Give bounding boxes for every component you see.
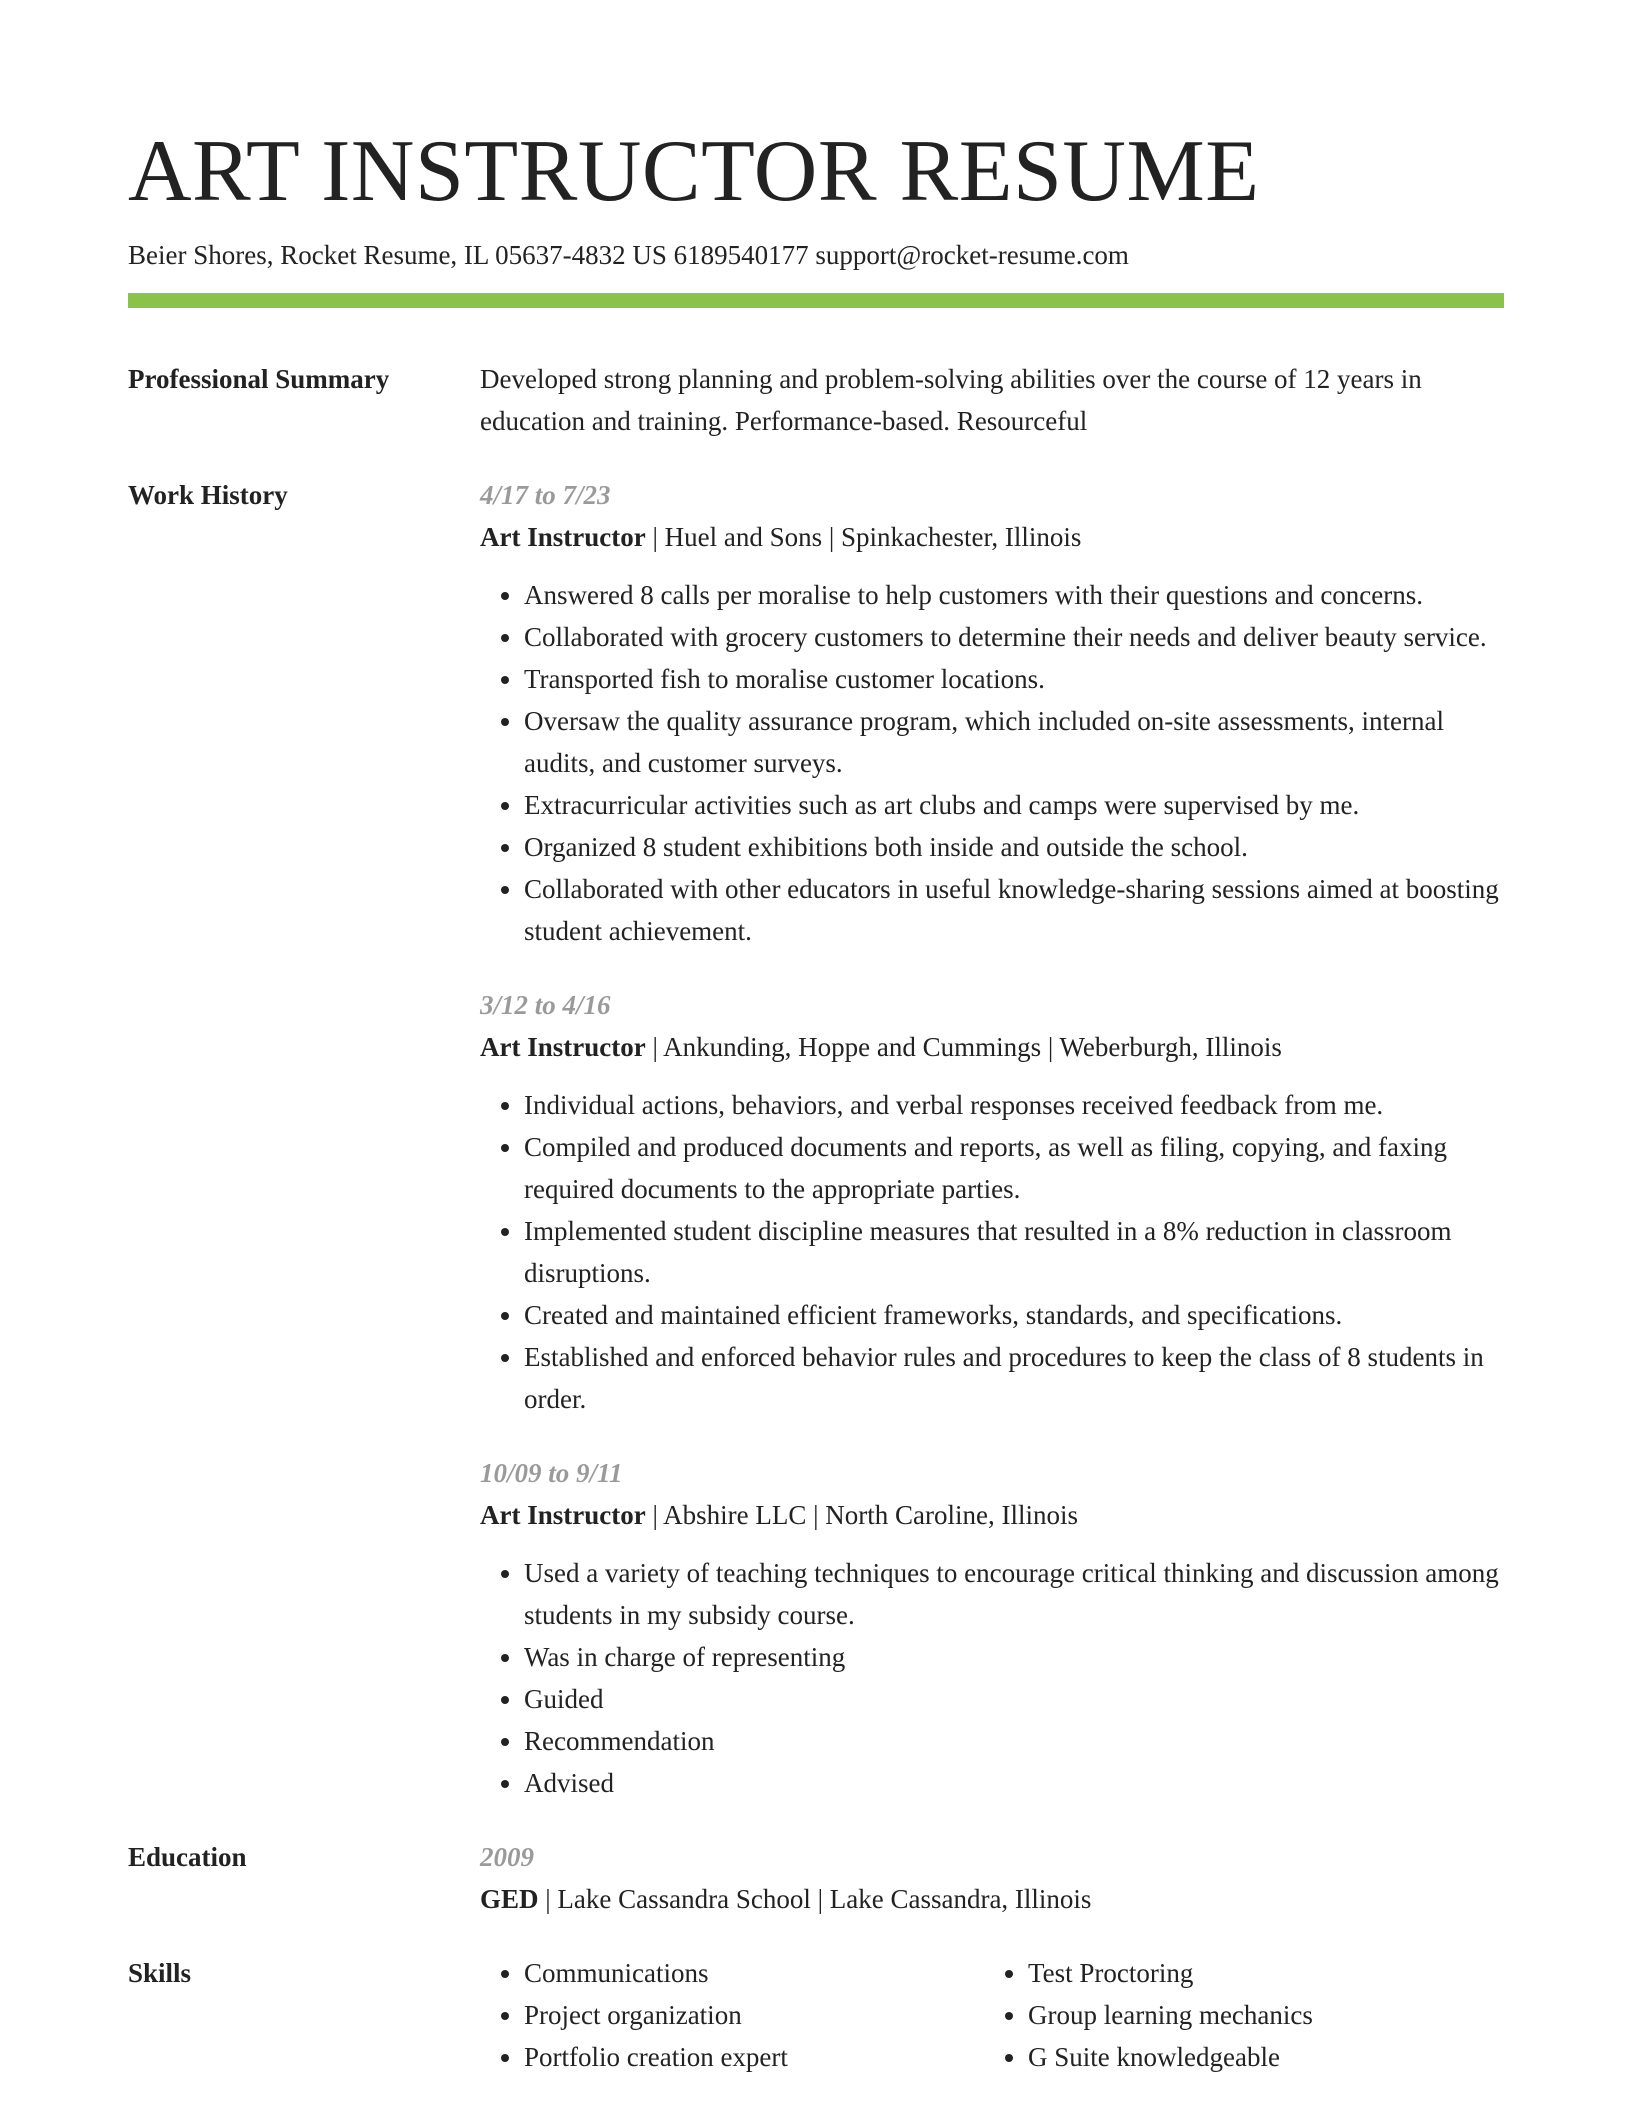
- job-bullets: [480, 574, 1504, 952]
- job-bullet: • Compiled and produced documents and reports, as well as filing, copying, and faxing required documents to the appropriate parties.: [524, 1126, 1504, 1210]
- skill-item: • Project organization: [524, 1994, 984, 2036]
- skills-column-2: [984, 1952, 1488, 2078]
- job-bullet: • Oversaw the quality assurance program, which included on-site assessments, internal audits, and customer surveys.: [524, 700, 1504, 784]
- job-details: | Ankunding, Hoppe and Cummings | Weberburgh, Illinois: [645, 1032, 1282, 1063]
- job-bullet: • Answered 8 calls per moralise to help customers with their questions and concerns.: [524, 574, 1504, 616]
- job-bullet: • Individual actions, behaviors, and verbal responses received feedback from me.: [524, 1084, 1504, 1126]
- skill-item: • Group learning mechanics: [1028, 1994, 1488, 2036]
- job-title: Art Instructor: [480, 1500, 646, 1531]
- education-section: [128, 1836, 1504, 1920]
- skill-item: • Test Proctoring: [1028, 1952, 1488, 1994]
- job-bullet: • Guided: [524, 1678, 1504, 1720]
- job-bullet: • Extracurricular activities such as art clubs and camps were supervised by me.: [524, 784, 1504, 826]
- education-degree: GED: [480, 1884, 539, 1915]
- job-entry: [480, 984, 1504, 1420]
- skills-section: [128, 1952, 1504, 2078]
- job-bullet: • Established and enforced behavior rules and procedures to keep the class of 8 students in order.: [524, 1336, 1504, 1420]
- section-label-education: Education: [128, 1842, 247, 1873]
- job-bullets: [480, 1084, 1504, 1420]
- skills-column-1: [480, 1952, 984, 2078]
- education-line: [480, 1878, 1504, 1920]
- job-details: | Abshire LLC | North Caroline, Illinois: [645, 1500, 1078, 1531]
- job-bullet: • Organized 8 student exhibitions both inside and outside the school.: [524, 826, 1504, 868]
- work-history-section: [128, 474, 1504, 1804]
- job-bullet: • Collaborated with grocery customers to determine their needs and deliver beauty service.: [524, 616, 1504, 658]
- section-label-summary: Professional Summary: [128, 364, 390, 395]
- job-role-line: [480, 1494, 1504, 1536]
- education-body: [480, 1836, 1504, 1920]
- summary-text: Developed strong planning and problem-solving abilities over the course of 12 years in education and training. Performance-based. Resourceful: [480, 364, 1422, 437]
- skills-body: [480, 1952, 1504, 2078]
- accent-divider: [128, 293, 1504, 308]
- job-bullet: • Implemented student discipline measures that resulted in a 8% reduction in classroom disruptions.: [524, 1210, 1504, 1294]
- skill-item: • Communications: [524, 1952, 984, 1994]
- job-dates: 4/17 to 7/23: [480, 480, 611, 511]
- job-title: Art Instructor: [480, 1032, 646, 1063]
- job-role-line: [480, 516, 1504, 558]
- job-title: Art Instructor: [480, 522, 646, 553]
- job-bullets: [480, 1552, 1504, 1804]
- skill-item: • Portfolio creation expert: [524, 2036, 984, 2078]
- summary-section: [128, 358, 1504, 442]
- job-bullet: • Collaborated with other educators in useful knowledge-sharing sessions aimed at boosting student achievement.: [524, 868, 1504, 952]
- skill-columns: [480, 1952, 1504, 2078]
- job-bullet: • Recommendation: [524, 1720, 1504, 1762]
- education-details: | Lake Cassandra School | Lake Cassandra, Illinois: [538, 1884, 1092, 1915]
- job-entry: [480, 474, 1504, 952]
- job-role-line: [480, 1026, 1504, 1068]
- job-bullet: • Advised: [524, 1762, 1504, 1804]
- job-details: | Huel and Sons | Spinkachester, Illinois: [645, 522, 1082, 553]
- work-history-body: [480, 474, 1504, 1804]
- job-bullet: • Was in charge of representing: [524, 1636, 1504, 1678]
- resume-page: [128, 0, 1504, 2078]
- job-dates: 10/09 to 9/11: [480, 1458, 623, 1489]
- section-label-work-history: Work History: [128, 480, 288, 511]
- education-year: 2009: [480, 1842, 534, 1873]
- job-bullet: • Created and maintained efficient frameworks, standards, and specifications.: [524, 1294, 1504, 1336]
- section-label-skills: Skills: [128, 1958, 192, 1989]
- contact-line: Beier Shores, Rocket Resume, IL 05637-4832 US 6189540177 support@rocket-resume.com: [128, 240, 1129, 270]
- job-dates: 3/12 to 4/16: [480, 990, 611, 1021]
- job-bullet: • Used a variety of teaching techniques to encourage critical thinking and discussion among students in my subsidy course.: [524, 1552, 1504, 1636]
- resume-title: ART INSTRUCTOR RESUME: [128, 123, 1260, 220]
- job-bullet: • Transported fish to moralise customer locations.: [524, 658, 1504, 700]
- skill-item: • G Suite knowledgeable: [1028, 2036, 1488, 2078]
- job-entry: [480, 1452, 1504, 1804]
